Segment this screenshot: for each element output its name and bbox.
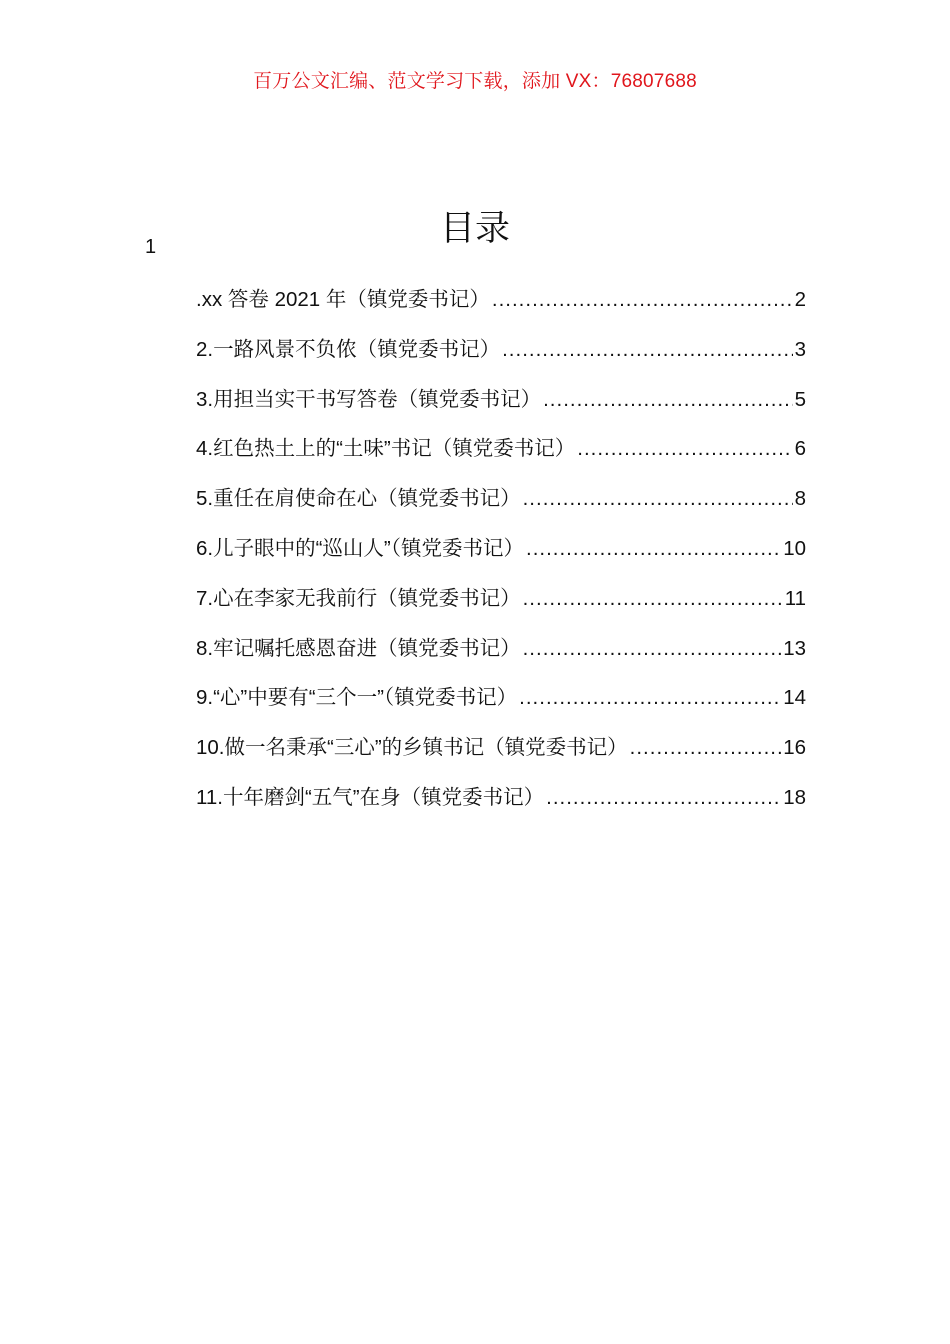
- toc-entry-page: 16: [783, 736, 806, 760]
- toc-entry-title: 2.一路风景不负侬（镇党委书记）: [196, 337, 501, 361]
- toc-entry-title: 6.儿子眼中的“巡山人”（镇党委书记）: [196, 536, 524, 560]
- toc-entry[interactable]: [196, 481, 806, 531]
- toc-dot-leader: [577, 431, 792, 467]
- toc-dot-leader: [492, 282, 793, 318]
- toc-entry-page: 5: [794, 387, 806, 411]
- toc-entry-page: 2: [794, 288, 806, 311]
- toc-entry[interactable]: [196, 282, 806, 332]
- toc-dot-leader: [523, 481, 793, 517]
- toc-entry[interactable]: [196, 431, 806, 481]
- toc-entry[interactable]: [196, 631, 806, 681]
- toc-entry-page: 8: [794, 487, 806, 511]
- table-of-contents: [196, 282, 806, 830]
- toc-entry-title: .xx 答卷 2021 年（镇党委书记）: [196, 288, 490, 311]
- toc-entry[interactable]: [196, 531, 806, 581]
- header-watermark-note: 百万公文汇编、范文学习下载，添加 VX：76807688: [253, 71, 697, 92]
- toc-dot-leader: [543, 382, 792, 418]
- toc-entry-page: 13: [783, 636, 806, 660]
- toc-dot-leader: [519, 680, 781, 716]
- toc-entry-title: 4.红色热土上的“土味”书记（镇党委书记）: [196, 437, 576, 461]
- toc-entry[interactable]: [196, 332, 806, 382]
- toc-dot-leader: [630, 730, 782, 766]
- toc-entry[interactable]: [196, 730, 806, 780]
- toc-entry[interactable]: [196, 680, 806, 730]
- toc-entry[interactable]: [196, 382, 806, 432]
- toc-dot-leader: [546, 780, 781, 816]
- toc-entry-title: 9.“心”中要有“三个一”（镇党委书记）: [196, 686, 518, 710]
- toc-entry-title: 8.牢记嘱托感恩奋进（镇党委书记）: [196, 636, 521, 660]
- toc-entry-page: 18: [783, 785, 806, 809]
- toc-level1-number: 1: [145, 236, 157, 258]
- toc-dot-leader: [502, 332, 792, 368]
- toc-entry[interactable]: [196, 780, 806, 830]
- page-title: 目录: [439, 209, 510, 249]
- toc-entry[interactable]: [196, 581, 806, 631]
- toc-entry-page: 14: [783, 686, 806, 710]
- toc-entry-title: 10.做一名秉承“三心”的乡镇书记（镇党委书记）: [196, 736, 628, 760]
- toc-entry-page: 10: [783, 536, 806, 560]
- toc-entry-page: 3: [794, 337, 806, 361]
- toc-dot-leader: [523, 581, 783, 617]
- toc-dot-leader: [526, 531, 781, 567]
- toc-entry-title: 3.用担当实干书写答卷（镇党委书记）: [196, 387, 542, 411]
- toc-entry-page: 11: [784, 586, 806, 610]
- toc-entry-title: 7.心在李家无我前行（镇党委书记）: [196, 586, 521, 610]
- toc-dot-leader: [523, 631, 782, 667]
- toc-entry-title: 5.重任在肩使命在心（镇党委书记）: [196, 487, 521, 511]
- toc-entry-title: 11.十年磨剑“五气”在身（镇党委书记）: [196, 785, 545, 809]
- toc-entry-page: 6: [794, 437, 806, 461]
